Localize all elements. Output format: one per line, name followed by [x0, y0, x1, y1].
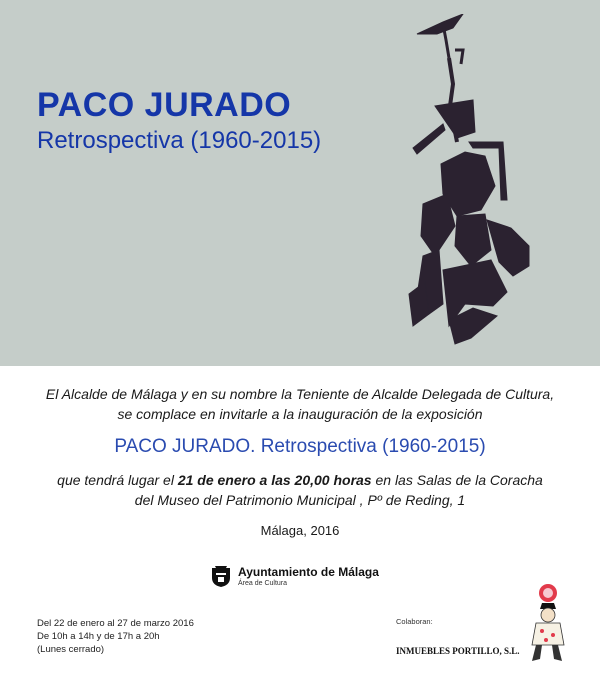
venue-details — [0, 470, 600, 510]
venue-suffix: en las Salas de la Coracha — [371, 472, 543, 488]
city-council-logo — [210, 564, 379, 588]
invitation-intro — [0, 384, 600, 424]
invitation-line-2: se complace en invitarle a la inauguración de la exposición — [117, 406, 483, 422]
coat-of-arms-icon — [210, 564, 232, 588]
invitation-text — [0, 384, 600, 538]
exhibition-name: PACO JURADO. Retrospectiva (1960-2015) — [114, 436, 486, 457]
venue-line-2: del Museo del Patrimonio Municipal , Pº de Reding, 1 — [134, 492, 466, 508]
logo-name: Ayuntamiento de Málaga — [238, 565, 379, 579]
hours-times: De 10h a 14h y de 17h a 20h — [37, 631, 160, 642]
collaborators-label: Colaboran: — [396, 617, 433, 626]
city-year: Málaga, 2016 — [260, 523, 340, 538]
hours-closed: (Lunes cerrado) — [37, 644, 105, 655]
artist-title: PACO JURADO — [37, 86, 292, 124]
logo-department: Área de Cultura — [238, 580, 288, 587]
exhibition-subtitle: Retrospectiva (1960-2015) — [37, 127, 322, 154]
opening-hours — [37, 617, 194, 656]
opening-date: 21 de enero a las 20,00 horas — [177, 472, 372, 488]
sculpture-image — [395, 14, 545, 354]
sponsor-name: INMUEBLES PORTILLO, S.L. — [396, 646, 520, 656]
venue-prefix: que tendrá lugar el — [57, 472, 178, 488]
clown-figure-icon — [526, 583, 568, 663]
invitation-line-1: El Alcalde de Málaga y en su nombre la Teniente de Alcalde Delegada de Cultura, — [45, 386, 555, 402]
venue-line-1 — [0, 470, 600, 490]
logo-text — [238, 565, 379, 587]
hours-dates: Del 22 de enero al 27 de marzo 2016 — [37, 618, 194, 629]
